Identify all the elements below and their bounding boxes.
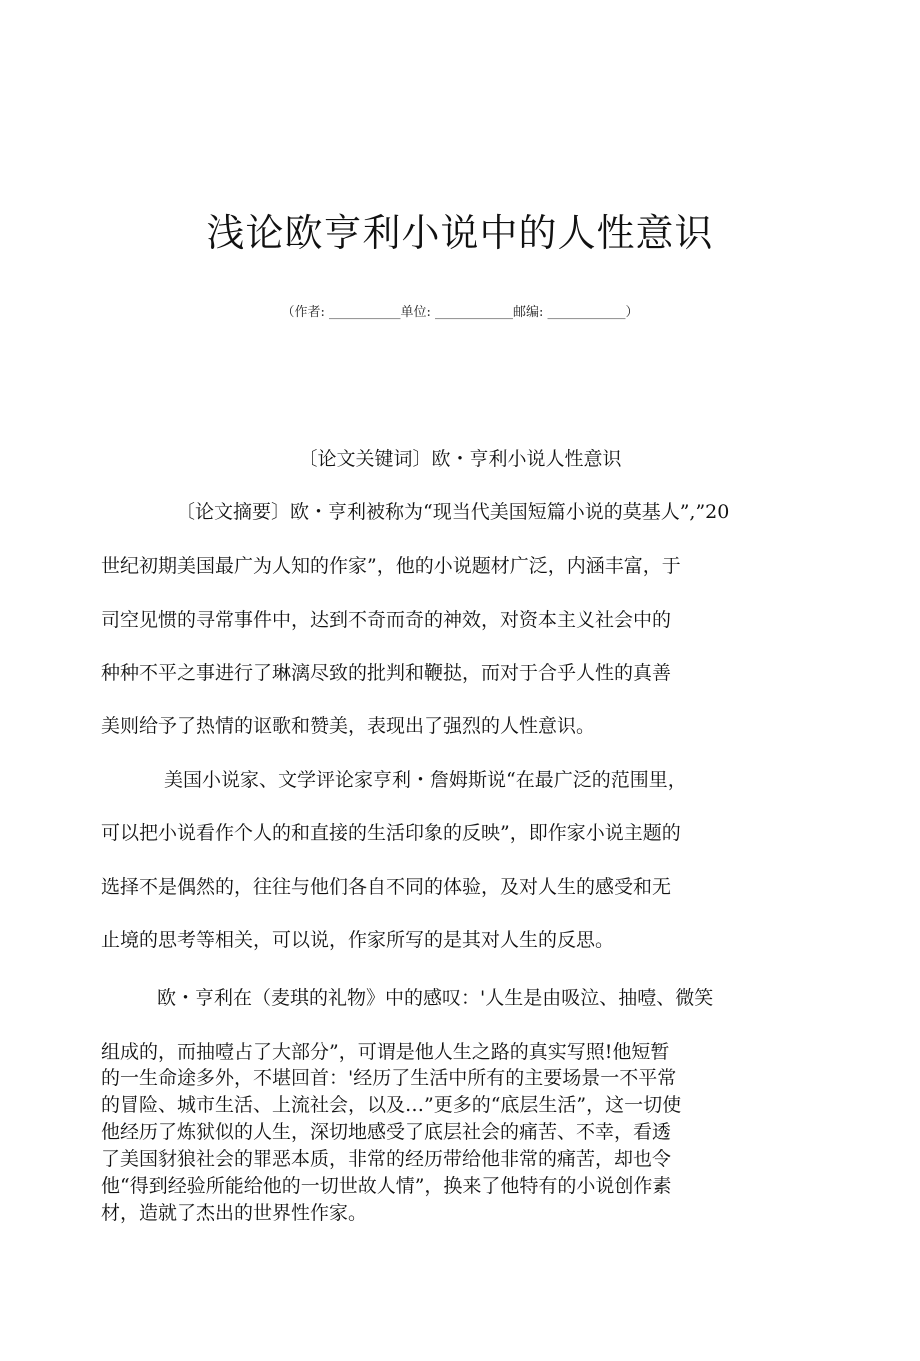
body-line: 他“得到经验所能给他的一切世故人情”，换来了他特有的小说创作素 (101, 1175, 672, 1197)
body-line: 美国小说家、文学评论家亨利・詹姆斯说“在最广泛的范围里， (164, 769, 687, 791)
body-line: 的一生命途多外，不堪回首：'经历了生活中所有的主要场景一不平常 (101, 1067, 677, 1089)
abstract-line: 世纪初期美国最广为人知的作家”，他的小说题材广泛，内涵丰富，于 (101, 555, 681, 577)
body-line: 的冒险、城市生活、上流社会，以及…”更多的“底层生活”，这一切使 (101, 1094, 682, 1116)
body-line: 材，造就了杰出的世界性作家。 (101, 1202, 368, 1224)
abstract-line: 种种不平之事进行了琳漓尽致的批判和鞭挞，而对于合乎人性的真善 (101, 662, 672, 684)
abstract-line: 〔论文摘要〕欧・亨利被称为“现当代美国短篇小说的莫基人”,”20 (176, 501, 730, 523)
body-line: 欧・亨利在（麦琪的礼物》中的感叹：'人生是由吸泣、抽噎、微笑 (157, 987, 714, 1009)
body-line: 组成的，而抽噎占了大部分”，可谓是他人生之路的真实写照!他短暂 (101, 1041, 670, 1063)
body-line: 选择不是偶然的，往往与他们各自不同的体验，及对人生的感受和无 (101, 876, 672, 898)
body-line: 他经历了炼狱似的人生，深切地感受了底层社会的痛苦、不幸，看透 (101, 1121, 672, 1143)
author-info-line: （作者: ___________单位: ____________邮编: ____________） (281, 305, 639, 320)
abstract-line: 美则给予了热情的讴歌和赞美，表现出了强烈的人性意识。 (101, 715, 596, 737)
body-line: 止境的思考等相关，可以说，作家所写的是其对人生的反思。 (101, 929, 615, 951)
keywords-line: 〔论文关键词〕欧・亨利小说人性意识 (298, 448, 622, 470)
body-line: 了美国豺狼社会的罪恶本质，非常的经历带给他非常的痛苦，却也令 (101, 1148, 672, 1170)
page-title: 浅论欧亨利小说中的人性意识 (206, 211, 714, 255)
body-line: 可以把小说看作个人的和直接的生活印象的反映”，即作家小说主题的 (101, 822, 681, 844)
abstract-line: 司空见惯的寻常事件中，达到不奇而奇的神效，对资本主义社会中的 (101, 609, 672, 631)
